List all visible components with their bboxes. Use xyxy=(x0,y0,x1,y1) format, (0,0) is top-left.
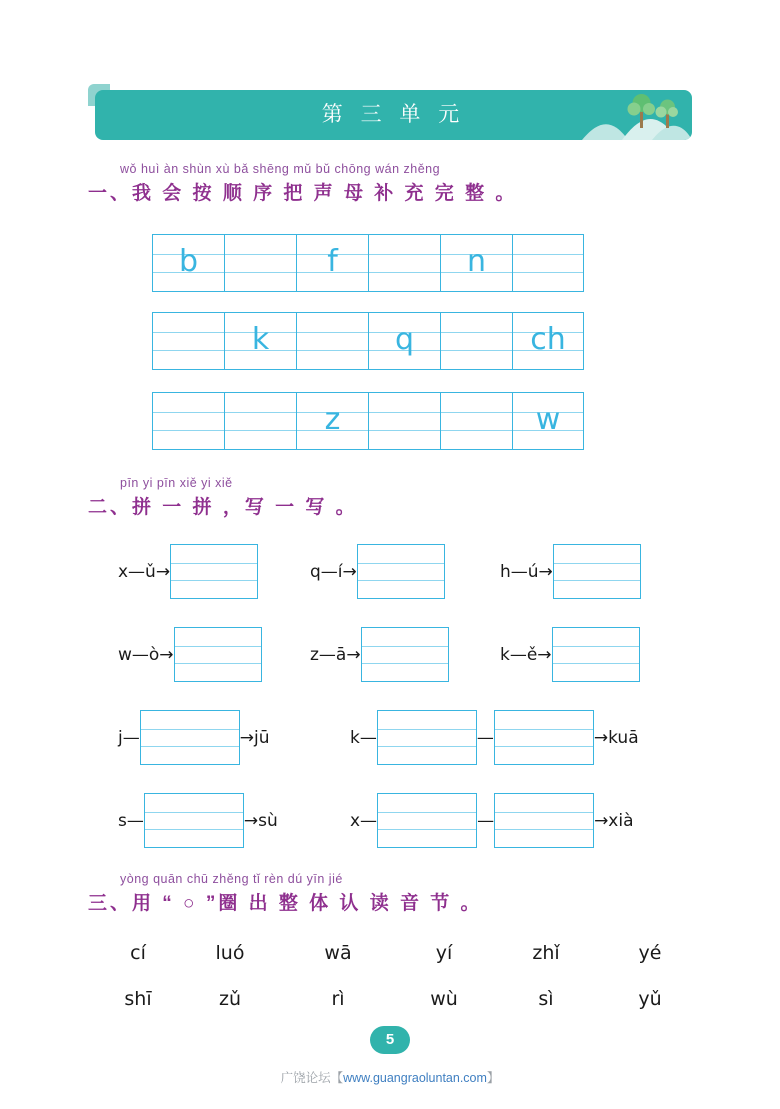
answer-box[interactable] xyxy=(170,544,258,599)
grid-cell-letter: w xyxy=(535,401,561,437)
syllable[interactable]: yé xyxy=(638,942,662,964)
section2-pinyin: pīn yi pīn xiě yi xiě xyxy=(120,476,233,490)
grid-cell[interactable] xyxy=(152,392,224,450)
grid-cell-letter: f xyxy=(327,243,338,279)
answer-box[interactable] xyxy=(140,710,240,765)
section1-hanzi: 一、我 会 按 顺 序 把 声 母 补 充 完 整 。 xyxy=(88,183,518,204)
grid-cell-letter xyxy=(225,393,296,449)
section3-pinyin: yòng quān chū zhěng tǐ rèn dú yīn jié xyxy=(120,872,343,886)
spell-prompt: z—ā→ xyxy=(310,644,361,665)
spell-prompt: k— xyxy=(350,727,377,748)
answer-box[interactable] xyxy=(361,627,449,682)
letter-grid-row-1 xyxy=(152,234,584,292)
spell-item xyxy=(500,544,641,599)
answer-box[interactable] xyxy=(174,627,262,682)
footer-watermark xyxy=(0,1068,780,1086)
section3-hanzi: 三、用 “ ○ ”圈 出 整 体 认 读 音 节 。 xyxy=(88,893,483,914)
tree-hill-illustration xyxy=(582,90,692,140)
grid-cell-letter: n xyxy=(466,243,486,279)
section3-heading xyxy=(88,872,483,915)
spell-prompt: q—í→ xyxy=(310,561,357,582)
grid-cell[interactable] xyxy=(224,392,296,450)
grid-cell-letter xyxy=(225,235,296,291)
spell-prompt: x—ǔ→ xyxy=(118,561,171,582)
grid-cell-letter xyxy=(153,313,224,369)
grid-cell-letter xyxy=(297,313,368,369)
grid-cell[interactable] xyxy=(296,392,368,450)
grid-cell-letter xyxy=(441,313,512,369)
syllable[interactable]: yǔ xyxy=(638,988,662,1010)
syllable[interactable]: yí xyxy=(435,942,453,964)
grid-cell-letter: ch xyxy=(530,321,566,357)
grid-cell[interactable] xyxy=(224,312,296,370)
grid-cell[interactable] xyxy=(512,392,584,450)
section1-heading xyxy=(88,162,517,205)
spell-item xyxy=(310,627,449,682)
syllable[interactable]: wā xyxy=(324,942,352,964)
spell-item xyxy=(118,544,258,599)
spell-item xyxy=(350,710,639,765)
grid-cell[interactable] xyxy=(368,392,440,450)
answer-box[interactable] xyxy=(377,793,477,848)
grid-cell[interactable] xyxy=(440,234,512,292)
page-title: 第 三 单 元 xyxy=(321,103,466,126)
spell-prompt: s— xyxy=(118,810,144,831)
grid-cell-letter: b xyxy=(178,243,199,279)
spell-item xyxy=(118,793,278,848)
answer-box[interactable] xyxy=(357,544,445,599)
answer-box[interactable] xyxy=(553,544,641,599)
spell-result: →xià xyxy=(594,810,634,831)
syllable[interactable]: cí xyxy=(130,942,146,964)
footer-site-name: 广饶论坛【 xyxy=(280,1071,344,1085)
footer-site-url: www.guangraoluntan.com xyxy=(343,1071,487,1085)
answer-box[interactable] xyxy=(494,793,594,848)
grid-cell[interactable] xyxy=(440,312,512,370)
grid-cell-letter: z xyxy=(324,401,341,437)
spell-item xyxy=(118,627,262,682)
spell-result: →jū xyxy=(239,727,270,748)
grid-cell-letter: k xyxy=(251,321,270,357)
banner-bar xyxy=(95,90,692,140)
section2-heading xyxy=(88,476,358,519)
header-banner xyxy=(88,84,692,140)
footer-site-end: 】 xyxy=(486,1071,500,1085)
letter-grid-row-3 xyxy=(152,392,584,450)
spell-item xyxy=(118,710,269,765)
grid-cell[interactable] xyxy=(152,234,224,292)
spell-prompt: k—ě→ xyxy=(500,644,552,665)
syllable[interactable]: sì xyxy=(538,988,554,1010)
grid-cell[interactable] xyxy=(512,312,584,370)
section2-hanzi: 二、拼 一 拼 ，写 一 写 。 xyxy=(88,497,358,518)
syllable[interactable]: wù xyxy=(430,988,458,1010)
grid-cell[interactable] xyxy=(368,312,440,370)
spell-prompt: h—ú→ xyxy=(500,561,553,582)
grid-cell[interactable] xyxy=(296,312,368,370)
answer-box[interactable] xyxy=(144,793,244,848)
spell-prompt: j— xyxy=(118,727,140,748)
grid-cell[interactable] xyxy=(224,234,296,292)
spell-item xyxy=(350,793,634,848)
spell-separator: — xyxy=(477,810,495,831)
spell-result: →kuā xyxy=(593,727,639,748)
spell-prompt: w—ò→ xyxy=(118,644,174,665)
answer-box[interactable] xyxy=(494,710,594,765)
grid-cell-letter xyxy=(441,393,512,449)
grid-cell-letter: q xyxy=(394,321,415,357)
grid-cell[interactable] xyxy=(296,234,368,292)
letter-grid-row-2 xyxy=(152,312,584,370)
spell-separator: — xyxy=(476,727,494,748)
grid-cell-letter xyxy=(369,235,440,291)
grid-cell[interactable] xyxy=(368,234,440,292)
syllable[interactable]: luó xyxy=(215,942,245,964)
grid-cell-letter xyxy=(153,393,224,449)
spell-result: →sù xyxy=(243,810,278,831)
syllable[interactable]: shī xyxy=(124,988,152,1010)
syllable[interactable]: zǔ xyxy=(218,988,241,1010)
grid-cell[interactable] xyxy=(440,392,512,450)
syllable[interactable]: rì xyxy=(331,988,345,1010)
page-number-badge: 5 xyxy=(370,1026,410,1054)
grid-cell-letter xyxy=(369,393,440,449)
answer-box[interactable] xyxy=(552,627,640,682)
syllable[interactable]: zhǐ xyxy=(532,942,560,964)
section1-pinyin: wǒ huì àn shùn xù bǎ shēng mǔ bǔ chōng wán zhěng xyxy=(120,162,441,176)
grid-cell[interactable] xyxy=(152,312,224,370)
spell-item xyxy=(310,544,445,599)
grid-cell-letter xyxy=(513,235,583,291)
grid-cell[interactable] xyxy=(512,234,584,292)
answer-box[interactable] xyxy=(377,710,477,765)
spell-item xyxy=(500,627,640,682)
spell-prompt: x— xyxy=(350,810,378,831)
